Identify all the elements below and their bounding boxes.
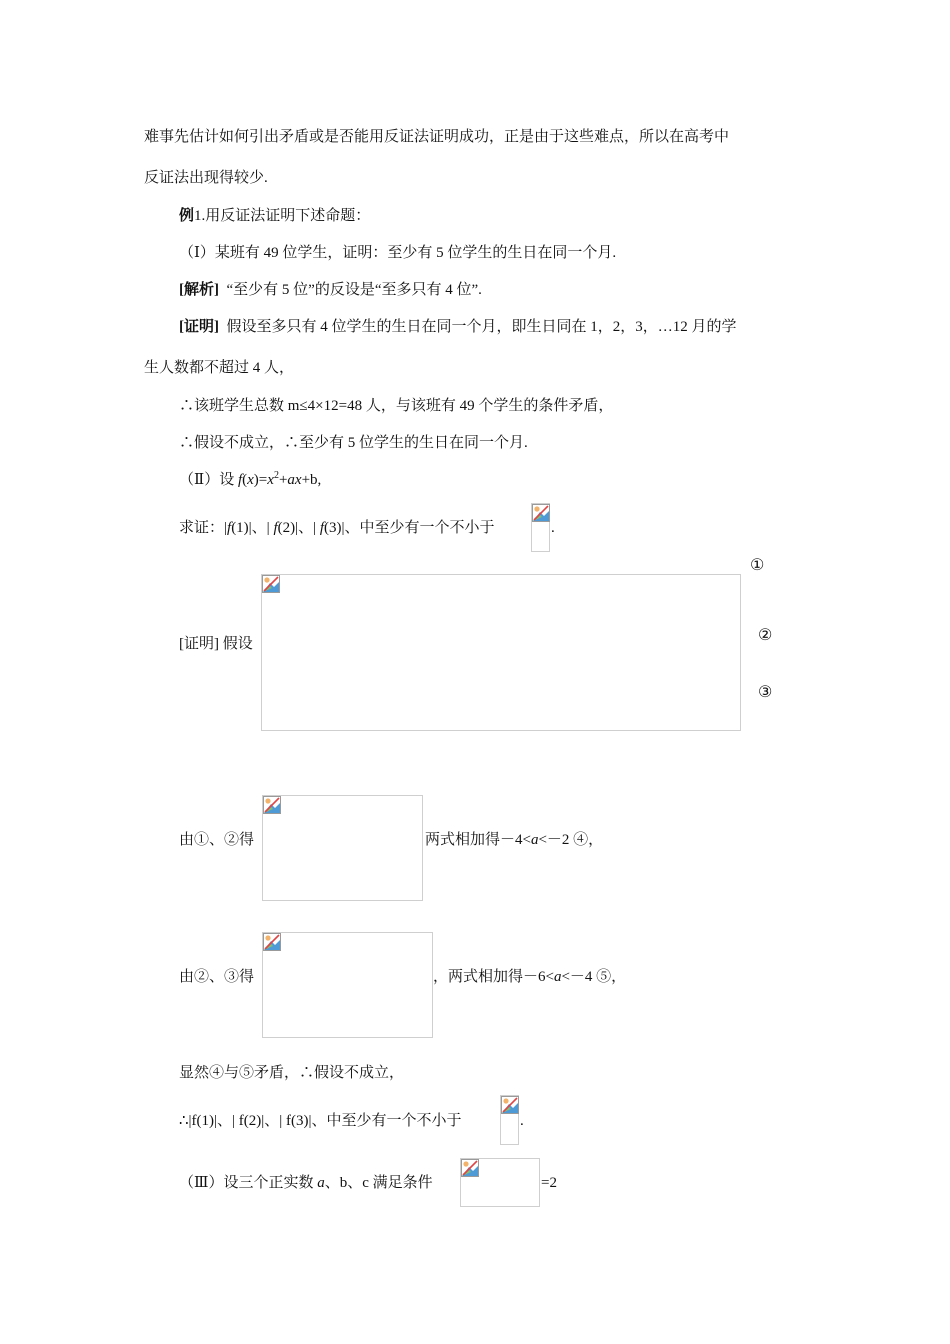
analysis-line	[179, 280, 482, 300]
equation-marker: ③	[758, 684, 773, 701]
proof-text: 假设至多只有 4 位学生的生日在同一个月，即生日同在 1，2，3，…12 月的学	[226, 319, 737, 335]
question-2: （Ⅱ）设 $f(x)=x^2+ax+b$,	[179, 470, 322, 488]
broken-image-icon	[262, 575, 280, 593]
question-1: （Ⅰ）某班有 49 位学生，证明：至少有 5 位学生的生日在同一个月.	[179, 245, 617, 261]
broken-image-icon	[461, 1159, 479, 1177]
formula-image	[262, 932, 433, 1038]
formula-image	[262, 795, 423, 901]
question-3: （Ⅲ）设三个正实数 a、b、c 满足条件	[179, 1175, 433, 1191]
proof-2-tag: [证明] 假设	[179, 636, 253, 652]
broken-image-icon	[263, 796, 281, 814]
equation-marker: ②	[758, 627, 773, 644]
formula-image	[500, 1095, 519, 1145]
period: .	[520, 1113, 524, 1129]
from-label: 由②、③得	[179, 969, 255, 985]
broken-image-icon	[263, 933, 281, 951]
equals-two: =2	[541, 1175, 557, 1191]
analysis-tag: [解析]	[179, 282, 219, 298]
proof-line-2: 生人数都不超过 4 人，	[144, 360, 295, 376]
example-text: 1.用反证法证明下述命题：	[194, 208, 371, 224]
analysis-text: “至少有 5 位”的反设是“至多只有 4 位”.	[226, 282, 482, 298]
therefore-line: ∴假设不成立，∴至少有 5 位学生的生日在同一个月.	[179, 435, 528, 451]
formula-image	[460, 1158, 540, 1207]
sum-result: 两式相加得－4<a<－2 ④，	[425, 832, 604, 848]
example-heading	[179, 206, 370, 226]
paragraph-line: 反证法出现得较少.	[144, 170, 268, 186]
period: .	[551, 520, 555, 536]
contradiction-line: 显然④与⑤矛盾，∴假设不成立，	[179, 1065, 405, 1081]
proof-tag: [证明]	[179, 319, 219, 335]
equation-marker: ①	[750, 557, 765, 574]
formula-image	[531, 503, 550, 552]
therefore-line: ∴该班学生总数 m≤4×12=48 人，与该班有 49 个学生的条件矛盾，	[179, 398, 614, 414]
conclusion-line: ∴|f(1)|、| f(2)|、| f(3)|、中至少有一个不小于	[179, 1113, 462, 1129]
example-label: 例	[179, 208, 195, 224]
broken-image-icon	[501, 1096, 519, 1114]
assumption-formula-image	[261, 574, 741, 731]
from-label: 由①、②得	[179, 832, 255, 848]
sum-result: ，两式相加得－6<a<－4 ⑤，	[433, 969, 627, 985]
broken-image-icon	[532, 504, 550, 522]
proof-line	[179, 317, 737, 337]
paragraph-line: 难事先估计如何引出矛盾或是否能用反证法证明成功，正是由于这些难点，所以在高考中	[144, 129, 730, 145]
prove-statement: 求证：|f(1)|、| f(2)|、| f(3)|、中至少有一个不小于	[179, 520, 495, 536]
